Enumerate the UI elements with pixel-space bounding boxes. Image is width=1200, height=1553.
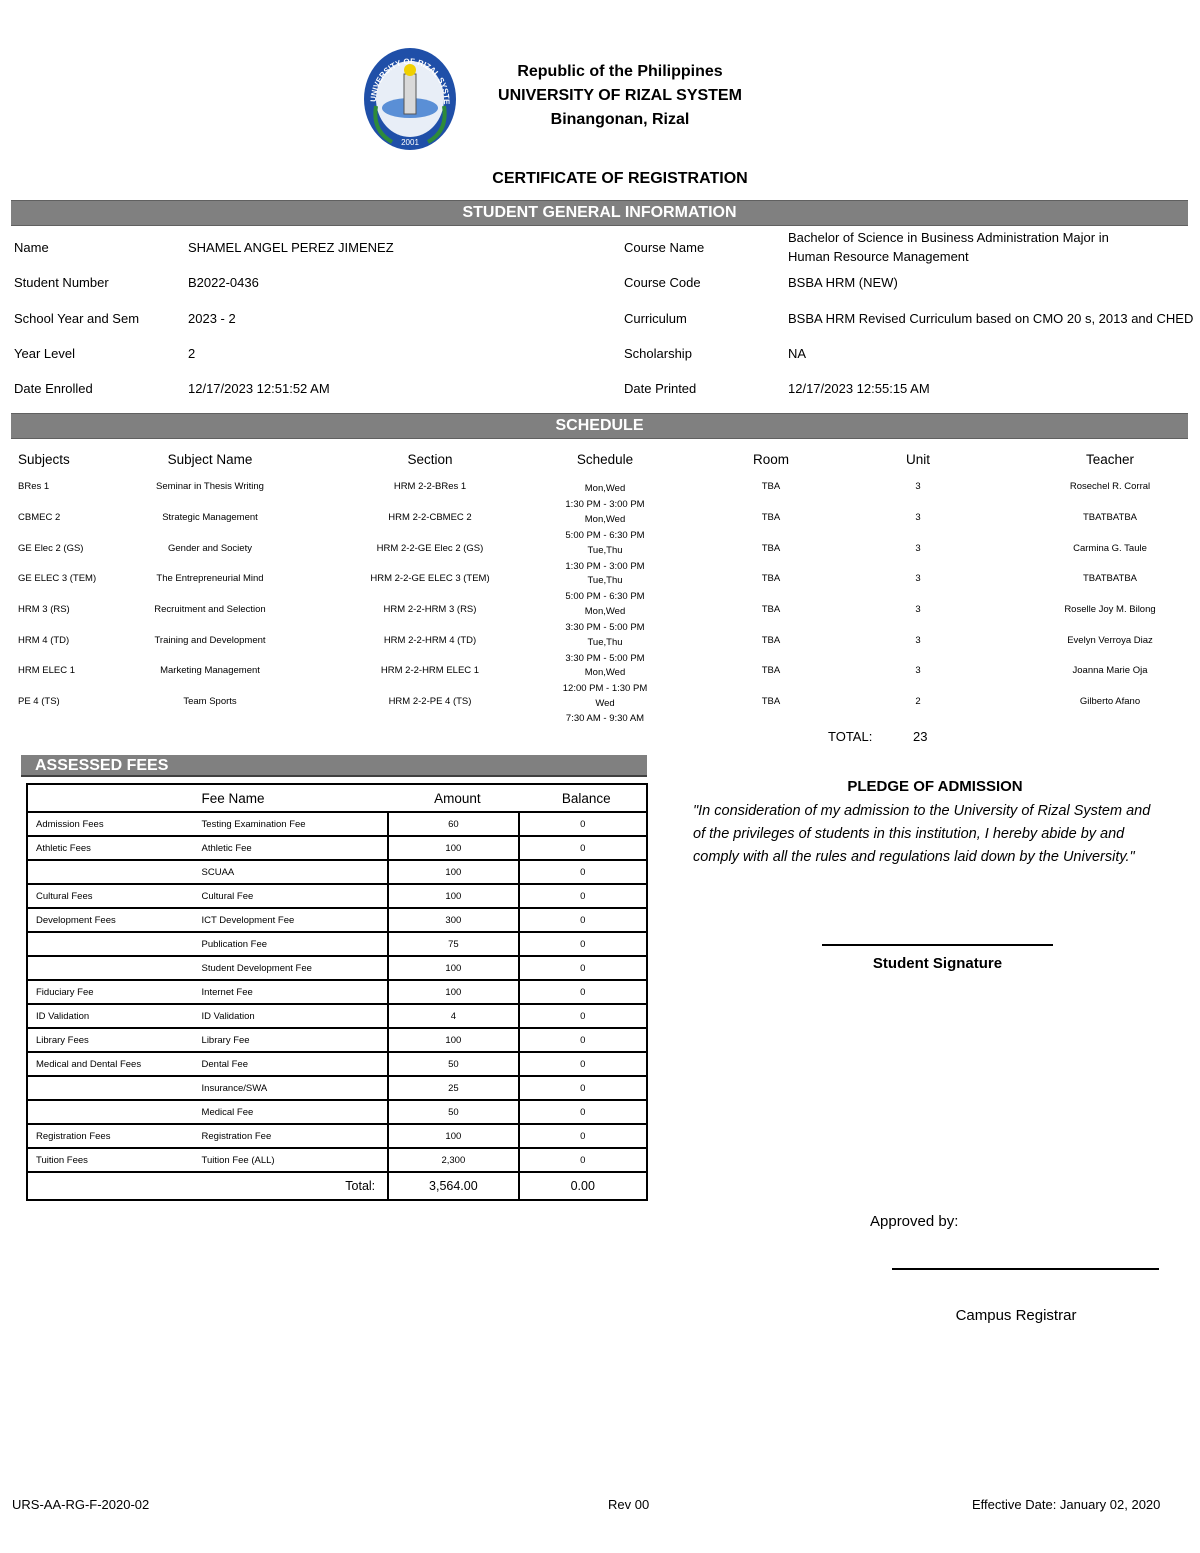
fee-row	[27, 932, 647, 956]
schedule-time: 1:30 PM - 3:00 PM	[565, 561, 645, 572]
fee-group: ID Validation	[27, 1004, 194, 1028]
assessed-fees-bar: ASSESSED FEES	[21, 755, 647, 777]
schedule-room: TBA	[761, 573, 781, 584]
fee-group	[27, 956, 194, 980]
schedule-subject-name: Marketing Management	[160, 665, 260, 676]
header-campus: Binangonan, Rizal	[550, 111, 690, 128]
fee-name: Internet Fee	[194, 980, 389, 1004]
footer-revision: Rev 00	[608, 1497, 650, 1512]
fee-group: Tuition Fees	[27, 1148, 194, 1172]
schedule-section: HRM 2-2-HRM 4 (TD)	[383, 635, 477, 646]
header-republic: Republic of the Philippines	[517, 63, 723, 80]
date-printed-label: Date Printed	[624, 381, 697, 396]
fee-amount: 75	[388, 932, 518, 956]
schedule-teacher: Roselle Joy M. Bilong	[1064, 604, 1156, 615]
schedule-teacher: Carmina G. Taule	[1073, 543, 1147, 554]
svg-text:2001: 2001	[401, 138, 419, 147]
schedule-subject-code: HRM 3 (RS)	[18, 604, 70, 615]
schedule-time: 3:30 PM - 5:00 PM	[565, 622, 645, 633]
fee-amount: 100	[388, 980, 518, 1004]
schedule-unit: 3	[915, 543, 921, 554]
fee-row	[27, 1100, 647, 1124]
schedule-unit: 3	[915, 573, 921, 584]
schedule-header-name: Subject Name	[167, 452, 253, 467]
schedule-room: TBA	[761, 635, 781, 646]
fee-balance: 0	[519, 1004, 647, 1028]
approved-by-label: Approved by:	[870, 1213, 959, 1230]
fee-row	[27, 1124, 647, 1148]
fee-amount: 100	[388, 860, 518, 884]
fee-balance: 0	[519, 1076, 647, 1100]
schedule-subject-name: Seminar in Thesis Writing	[156, 481, 264, 492]
fees-total-amount: 3,564.00	[388, 1172, 518, 1200]
schedule-day: Tue,Thu	[587, 637, 623, 648]
schedule-day: Wed	[595, 698, 615, 709]
course-code-label: Course Code	[624, 275, 701, 290]
schedule-unit: 3	[915, 604, 921, 615]
fee-balance: 0	[519, 1148, 647, 1172]
fee-row	[27, 884, 647, 908]
fee-group	[27, 1076, 194, 1100]
school-year-label: School Year and Sem	[14, 311, 140, 326]
student-signature-label: Student Signature	[872, 955, 1003, 972]
fee-row	[27, 908, 647, 932]
curriculum-label: Curriculum	[624, 311, 687, 326]
fees-header-amount: Amount	[388, 784, 518, 812]
schedule-header-teacher: Teacher	[1085, 452, 1135, 467]
schedule-section: HRM 2-2-HRM 3 (RS)	[383, 604, 477, 615]
fee-balance: 0	[519, 1100, 647, 1124]
schedule-subject-name: Strategic Management	[162, 512, 258, 523]
schedule-subject-code: PE 4 (TS)	[18, 696, 60, 707]
fee-name: Insurance/SWA	[194, 1076, 389, 1100]
schedule-subject-code: GE Elec 2 (GS)	[18, 543, 84, 554]
fee-name: Athletic Fee	[194, 836, 389, 860]
assessed-fees-table	[26, 783, 648, 1201]
pledge-text: "In consideration of my admission to the University of Rizal System and of the privileges of students in this institution, I hereby abide by and comply with all the rules and regulations laid down by the University."	[693, 803, 1151, 865]
schedule-teacher: Rosechel R. Corral	[1069, 481, 1151, 492]
schedule-section: HRM 2-2-GE Elec 2 (GS)	[376, 543, 484, 554]
fee-row	[27, 1004, 647, 1028]
fee-row	[27, 836, 647, 860]
general-info-bar: STUDENT GENERAL INFORMATION	[11, 200, 1188, 226]
schedule-teacher: Evelyn Verroya Diaz	[1067, 635, 1153, 646]
schedule-bar: SCHEDULE	[11, 413, 1188, 439]
fee-amount: 100	[388, 884, 518, 908]
course-name-label: Course Name	[624, 240, 705, 255]
fees-header-balance: Balance	[519, 784, 647, 812]
course-code-value: BSBA HRM (NEW)	[788, 275, 898, 290]
schedule-time: 7:30 AM - 9:30 AM	[565, 713, 645, 724]
fee-balance: 0	[519, 908, 647, 932]
schedule-total-units: 23	[913, 729, 928, 744]
student-number-value: B2022-0436	[188, 275, 259, 290]
fee-amount: 2,300	[388, 1148, 518, 1172]
schedule-time: 5:00 PM - 6:30 PM	[565, 591, 645, 602]
date-printed-value: 12/17/2023 12:55:15 AM	[788, 381, 930, 396]
fee-group	[27, 860, 194, 884]
fee-group: Cultural Fees	[27, 884, 194, 908]
fee-name: SCUAA	[194, 860, 389, 884]
fee-row	[27, 980, 647, 1004]
schedule-day: Mon,Wed	[584, 483, 626, 494]
fee-row	[27, 1028, 647, 1052]
fee-balance: 0	[519, 932, 647, 956]
schedule-time: 12:00 PM - 1:30 PM	[562, 683, 648, 694]
fee-amount: 100	[388, 1124, 518, 1148]
fee-group	[27, 1100, 194, 1124]
schedule-section: HRM 2-2-CBMEC 2	[388, 512, 472, 523]
schedule-day: Tue,Thu	[587, 575, 623, 586]
fees-header-blank	[27, 784, 194, 812]
fee-name: ID Validation	[194, 1004, 389, 1028]
schedule-room: TBA	[761, 481, 781, 492]
year-level-label: Year Level	[14, 346, 75, 361]
schedule-teacher: Joanna Marie Oja	[1072, 665, 1148, 676]
schedule-day: Mon,Wed	[584, 667, 626, 678]
footer-form-code: URS-AA-RG-F-2020-02	[12, 1497, 150, 1512]
schedule-teacher: TBATBATBA	[1082, 512, 1138, 523]
schedule-subject-code: CBMEC 2	[18, 512, 61, 523]
fees-total-balance: 0.00	[519, 1172, 647, 1200]
schedule-time: 5:00 PM - 6:30 PM	[565, 530, 645, 541]
fee-balance: 0	[519, 956, 647, 980]
schedule-section: HRM 2-2-GE ELEC 3 (TEM)	[370, 573, 490, 584]
fee-amount: 50	[388, 1052, 518, 1076]
fee-balance: 0	[519, 836, 647, 860]
fee-balance: 0	[519, 860, 647, 884]
fee-name: Medical Fee	[194, 1100, 389, 1124]
schedule-subject-code: BRes 1	[18, 481, 50, 492]
campus-registrar-label: Campus Registrar	[955, 1307, 1077, 1324]
fee-group	[27, 932, 194, 956]
fee-row	[27, 1148, 647, 1172]
schedule-teacher: Gilberto Afano	[1079, 696, 1141, 707]
schedule-room: TBA	[761, 665, 781, 676]
school-year-value: 2023 - 2	[188, 311, 236, 326]
fee-amount: 300	[388, 908, 518, 932]
year-level-value: 2	[188, 346, 196, 361]
fee-amount: 60	[388, 812, 518, 836]
schedule-teacher: TBATBATBA	[1082, 573, 1138, 584]
schedule-time: 3:30 PM - 5:00 PM	[565, 653, 645, 664]
fee-group: Athletic Fees	[27, 836, 194, 860]
fees-header-fee-name: Fee Name	[194, 784, 389, 812]
schedule-room: TBA	[761, 604, 781, 615]
schedule-total-label: TOTAL:	[828, 729, 873, 744]
fee-group: Development Fees	[27, 908, 194, 932]
fee-row	[27, 1052, 647, 1076]
fee-name: Student Development Fee	[194, 956, 389, 980]
schedule-header-section: Section	[407, 452, 453, 467]
schedule-day: Mon,Wed	[584, 606, 626, 617]
fee-balance: 0	[519, 812, 647, 836]
name-value: SHAMEL ANGEL PEREZ JIMENEZ	[188, 240, 394, 255]
schedule-subject-name: Team Sports	[183, 696, 237, 707]
fee-group: Registration Fees	[27, 1124, 194, 1148]
schedule-unit: 3	[915, 665, 921, 676]
schedule-subject-code: GE ELEC 3 (TEM)	[18, 573, 97, 584]
schedule-header-room: Room	[752, 452, 789, 467]
schedule-subject-name: Training and Development	[154, 635, 266, 646]
fee-name: Registration Fee	[194, 1124, 389, 1148]
fee-amount: 25	[388, 1076, 518, 1100]
schedule-room: TBA	[761, 512, 781, 523]
fees-total-label: Total:	[345, 1179, 376, 1193]
registrar-signature-line[interactable]	[892, 1268, 1159, 1270]
fee-row	[27, 860, 647, 884]
fee-name: Testing Examination Fee	[194, 812, 389, 836]
fee-name: ICT Development Fee	[194, 908, 389, 932]
fee-group: Medical and Dental Fees	[27, 1052, 194, 1076]
fee-row	[27, 812, 647, 836]
fee-balance: 0	[519, 1124, 647, 1148]
course-name-value: Bachelor of Science in Business Administration Major in Human Resource Management	[788, 230, 1109, 264]
fees-total-row	[27, 1172, 647, 1200]
schedule-room: TBA	[761, 696, 781, 707]
schedule-subject-code: HRM 4 (TD)	[18, 635, 70, 646]
schedule-subject-code: HRM ELEC 1	[18, 665, 76, 676]
curriculum-value: BSBA HRM Revised Curriculum based on CMO 20 s, 2013 and CHED	[788, 311, 1194, 326]
date-enrolled-value: 12/17/2023 12:51:52 AM	[188, 381, 330, 396]
schedule-subject-name: Gender and Society	[168, 543, 252, 554]
scholarship-label: Scholarship	[624, 346, 692, 361]
scholarship-value: NA	[788, 346, 807, 361]
fee-name: Publication Fee	[194, 932, 389, 956]
schedule-section: HRM 2-2-HRM ELEC 1	[380, 665, 480, 676]
schedule-unit: 2	[915, 696, 921, 707]
date-enrolled-label: Date Enrolled	[14, 381, 93, 396]
fee-balance: 0	[519, 980, 647, 1004]
fee-name: Cultural Fee	[194, 884, 389, 908]
schedule-section: HRM 2-2-PE 4 (TS)	[388, 696, 472, 707]
schedule-subject-name: The Entrepreneurial Mind	[156, 573, 264, 584]
pledge-title: PLEDGE OF ADMISSION	[847, 778, 1023, 795]
fee-row	[27, 956, 647, 980]
schedule-day: Mon,Wed	[584, 514, 626, 525]
fee-balance: 0	[519, 1052, 647, 1076]
fee-name: Dental Fee	[194, 1052, 389, 1076]
schedule-header-unit: Unit	[905, 452, 930, 467]
fee-amount: 100	[388, 836, 518, 860]
schedule-header-schedule: Schedule	[576, 452, 634, 467]
fee-group: Admission Fees	[27, 812, 194, 836]
fee-amount: 4	[388, 1004, 518, 1028]
schedule-time: 1:30 PM - 3:00 PM	[565, 499, 645, 510]
schedule-subject-name: Recruitment and Selection	[154, 604, 266, 615]
fee-row	[27, 1076, 647, 1100]
schedule-section: HRM 2-2-BRes 1	[393, 481, 467, 492]
fee-amount: 100	[388, 1028, 518, 1052]
schedule-header-subjects: Subjects	[18, 452, 70, 467]
certificate-title: CERTIFICATE OF REGISTRATION	[492, 170, 748, 187]
fee-group: Fiduciary Fee	[27, 980, 194, 1004]
schedule-day: Tue,Thu	[587, 545, 623, 556]
student-number-label: Student Number	[14, 275, 109, 290]
schedule-unit: 3	[915, 635, 921, 646]
student-signature-line[interactable]	[822, 944, 1053, 946]
fee-balance: 0	[519, 1028, 647, 1052]
header-university: UNIVERSITY OF RIZAL SYSTEM	[498, 87, 742, 104]
schedule-unit: 3	[915, 512, 921, 523]
fee-amount: 100	[388, 956, 518, 980]
svg-text:UNIVERSITY OF RIZAL SYSTEM: UNIVERSITY OF RIZAL SYSTE	[368, 56, 452, 105]
footer-effective-date: Effective Date: January 02, 2020	[972, 1497, 1161, 1512]
schedule-unit: 3	[915, 481, 921, 492]
schedule-room: TBA	[761, 543, 781, 554]
fee-name: Tuition Fee (ALL)	[194, 1148, 389, 1172]
fee-amount: 50	[388, 1100, 518, 1124]
fee-balance: 0	[519, 884, 647, 908]
name-label: Name	[14, 240, 49, 255]
fee-name: Library Fee	[194, 1028, 389, 1052]
fee-group: Library Fees	[27, 1028, 194, 1052]
